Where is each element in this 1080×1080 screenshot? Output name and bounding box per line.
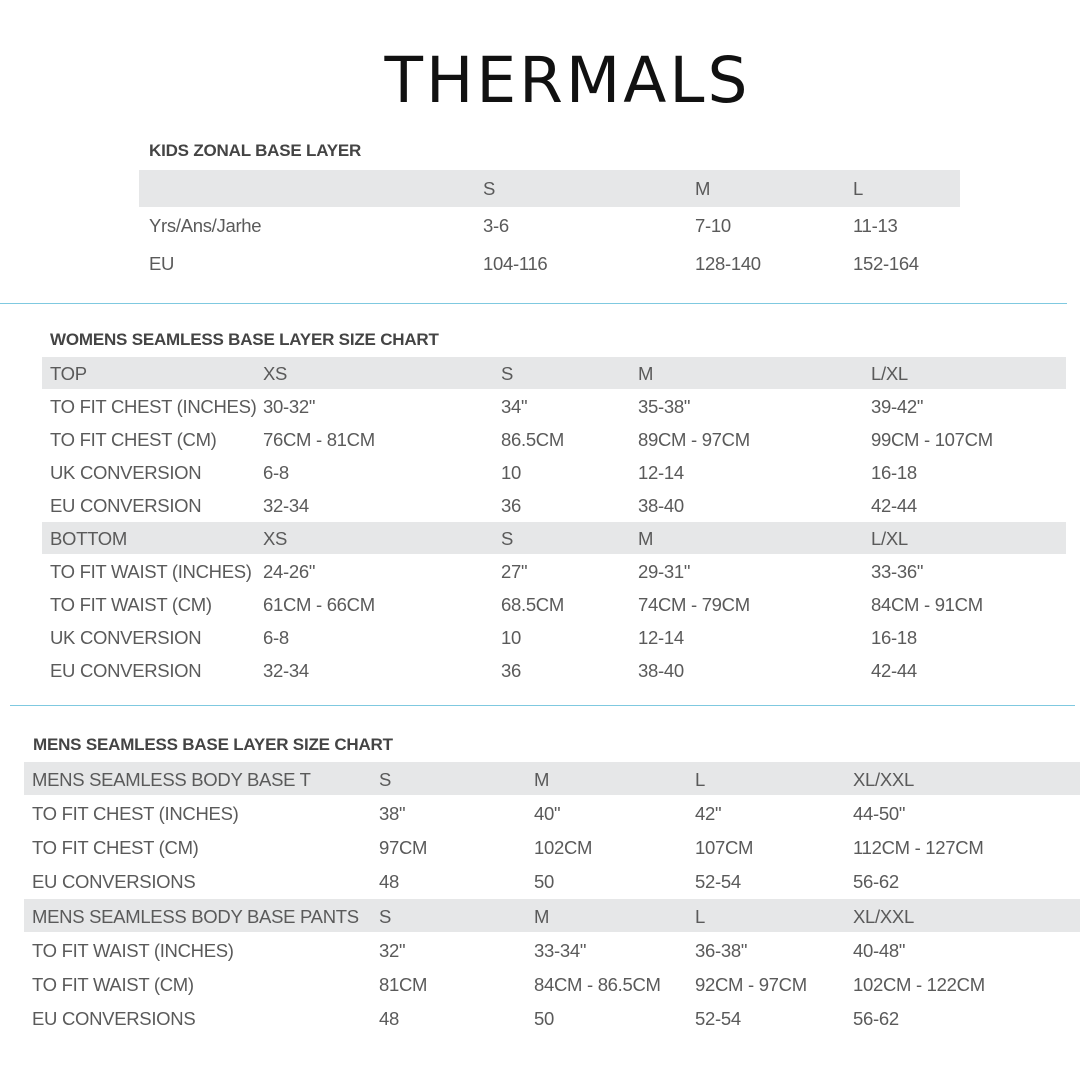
header-cell: S [379,769,392,790]
row-label: TO FIT CHEST (CM) [32,837,199,858]
table-row [24,967,1080,1000]
table-row [24,1001,1080,1034]
table-cell: 74CM - 79CM [638,594,750,615]
table-cell: 12-14 [638,462,684,483]
row-label: TO FIT WAIST (CM) [50,594,212,615]
table-row [139,208,960,245]
table-row [42,654,1066,686]
header-cell: L [695,769,705,790]
table-cell: 99CM - 107CM [871,429,993,450]
header-cell: L [853,178,863,199]
table-cell: 35-38" [638,396,691,417]
table-cell: 6-8 [263,627,289,648]
womens-section-title: WOMENS SEAMLESS BASE LAYER SIZE CHART [50,330,439,349]
header-cell: M [638,528,654,549]
table-cell: 102CM - 122CM [853,974,985,995]
table-cell: 10 [501,462,521,483]
table-cell: 56-62 [853,871,899,892]
kids-size-table [139,170,960,284]
table-cell: 40" [534,803,561,824]
table-cell: 32" [379,940,406,961]
header-cell: XL/XXL [853,906,914,927]
row-label: EU [149,253,175,274]
table-row [42,621,1066,653]
table-cell: 84CM - 86.5CM [534,974,661,995]
table-cell: 11-13 [853,215,898,236]
table-cell: 6-8 [263,462,289,483]
table-cell: 33-36" [871,561,924,582]
table-cell: 16-18 [871,462,917,483]
table-cell: 39-42" [871,396,924,417]
row-label: TO FIT WAIST (CM) [32,974,194,995]
header-cell: S [379,906,392,927]
table-cell: 112CM - 127CM [853,837,984,858]
womens-size-table [42,357,1066,687]
table-cell: 36-38" [695,940,748,961]
header-cell: M [638,363,654,384]
header-cell: S [501,528,514,549]
header-cell: S [483,178,496,199]
table-cell: 7-10 [695,215,731,236]
row-label: MENS SEAMLESS BODY BASE PANTS [32,906,359,927]
table-cell: 3-6 [483,215,509,236]
section-divider [10,705,1075,706]
table-cell: 61CM - 66CM [263,594,375,615]
table-row [139,246,960,283]
row-label: EU CONVERSIONS [32,871,196,892]
header-cell: L [695,906,705,927]
table-cell: 30-32" [263,396,316,417]
row-label: TO FIT WAIST (INCHES) [32,940,234,961]
table-header-row [42,522,1066,554]
row-label: BOTTOM [50,528,127,549]
table-row [42,456,1066,488]
table-cell: 29-31" [638,561,691,582]
row-label: TO FIT CHEST (INCHES) [50,396,257,417]
table-cell: 36 [501,495,521,516]
row-label: TO FIT WAIST (INCHES) [50,561,252,582]
row-label: UK CONVERSION [50,627,202,648]
row-label: UK CONVERSION [50,462,202,483]
table-cell: 16-18 [871,627,917,648]
table-cell: 81CM [379,974,428,995]
header-cell: M [695,178,711,199]
table-cell: 36 [501,660,521,681]
table-cell: 84CM - 91CM [871,594,983,615]
table-cell: 102CM [534,837,593,858]
header-cell: M [534,906,550,927]
table-cell: 104-116 [483,253,548,274]
header-cell: L/XL [871,363,908,384]
table-cell: 24-26" [263,561,316,582]
table-row [24,830,1080,863]
table-row [42,555,1066,587]
table-cell: 86.5CM [501,429,564,450]
row-label: TOP [50,363,87,384]
row-label: EU CONVERSION [50,495,202,516]
row-label: TO FIT CHEST (INCHES) [32,803,239,824]
table-header-row [42,357,1066,389]
table-row [42,588,1066,620]
table-cell: 34" [501,396,528,417]
table-row [24,796,1080,829]
row-label: TO FIT CHEST (CM) [50,429,217,450]
table-cell: 32-34 [263,660,309,681]
table-cell: 92CM - 97CM [695,974,807,995]
header-cell: M [534,769,550,790]
table-row [24,933,1080,966]
table-cell: 107CM [695,837,754,858]
header-cell: S [501,363,514,384]
table-cell: 40-48" [853,940,906,961]
table-cell: 52-54 [695,871,741,892]
table-cell: 27" [501,561,528,582]
header-cell: XL/XXL [853,769,914,790]
table-cell: 42-44 [871,495,917,516]
table-cell: 42" [695,803,722,824]
table-header-row [24,899,1080,932]
table-cell: 10 [501,627,521,648]
table-cell: 56-62 [853,1008,899,1029]
table-cell: 38" [379,803,406,824]
table-cell: 42-44 [871,660,917,681]
mens-size-table [24,762,1080,1037]
row-label: EU CONVERSION [50,660,202,681]
table-row [42,423,1066,455]
table-row [24,864,1080,897]
table-cell: 128-140 [695,253,761,274]
table-cell: 44-50" [853,803,906,824]
table-cell: 89CM - 97CM [638,429,750,450]
header-cell: XS [263,528,288,549]
mens-section-title: MENS SEAMLESS BASE LAYER SIZE CHART [33,735,393,754]
header-cell: XS [263,363,288,384]
table-cell: 152-164 [853,253,919,274]
row-label: Yrs/Ans/Jarhe [149,215,262,236]
table-cell: 32-34 [263,495,309,516]
kids-section-title: KIDS ZONAL BASE LAYER [149,141,362,160]
table-header-row [24,762,1080,795]
table-cell: 50 [534,871,554,892]
section-divider [0,303,1067,304]
row-label: EU CONVERSIONS [32,1008,196,1029]
table-cell: 48 [379,1008,399,1029]
table-cell: 68.5CM [501,594,564,615]
table-cell: 50 [534,1008,554,1029]
page-title: THERMALS [384,44,751,118]
table-cell: 48 [379,871,399,892]
table-row [42,390,1066,422]
table-cell: 38-40 [638,660,684,681]
table-cell: 52-54 [695,1008,741,1029]
table-row [42,489,1066,521]
table-cell: 97CM [379,837,428,858]
header-cell: L/XL [871,528,908,549]
table-cell: 12-14 [638,627,684,648]
table-cell: 33-34" [534,940,587,961]
table-cell: 38-40 [638,495,684,516]
table-cell: 76CM - 81CM [263,429,375,450]
row-label: MENS SEAMLESS BODY BASE T [32,769,311,790]
table-header-row [139,170,960,207]
